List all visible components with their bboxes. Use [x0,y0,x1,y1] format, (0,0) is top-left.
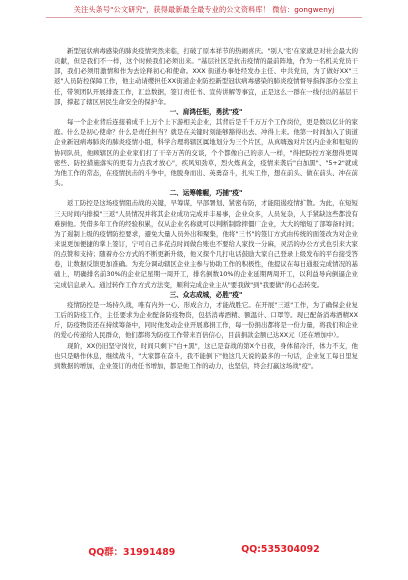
banner-divider [46,17,362,18]
banner-text: 关注头条号"公文研究"，获得最新最全最专业的公文资料库！ 微信：gongwenyj [73,5,335,14]
footer-contacts [0,544,408,558]
section-2-paragraph: 返工防控是这场疫情阻击战的关键，早筹谋，早部署划、紧密布防，才能阻遏疫情扩散。为此，在短短三天时间内排摸"三返"人员情况并将其企业成功完成并丰易事，企业众多，人员复杂，人手紧缺这些都没有难倒他。凭借多年工作的经验积累，仅从企业名称就可以判断制除摔僵厂企业，大大的缩短了部筹备时间；为了遏制上级的疫情防控要求，避免大量人员外出和聚集，他将"三书"的签订方式由传统的面签改为对企业来说更加便捷的掌上签订，宁可自己多花点时间做台账也不要给人家找一分麻，灵活的办公方式也引来大家的点赞和支持；随着办公方式的不断更新升级，他又探个几打电话鼓励大家自己登录上级发布的平台接受答卷，让数据反馈更加准确。为充分调动辖区企业主参与协助工作的积极性，他提议在每日通报完成情况的基础上，明确排名前30%的企业记星期一周开工，排名倒数10%的企业延期两周开工，以利益导向倒逼企业完成信息录入。通过转作工作方式方法变，顺利完成企业主从"要我做"到"我要做"的心态转变。 [54,199,358,289]
section-heading-3: 三、众志成城，必胜"疫" [169,290,243,299]
section-1-paragraph: 每一个企业背后连接着成千上万个上下游相关企业，其背后是千千万万个工作岗位，更是数以亿计的家庭。什么是初心使命？什么是责任担当？就是在关键时刻能够豁得出去、冲得上来。他第一时间加入了街道企业新冠病毒肺炎的肺炎疫情小组，科学合理将辖区属地划分为三个片区，从真嗨逸对片区内企业和租短的协同队员，他顾辖区的企业家们打了干辛万苦的交谈，个个都像自己的亲人一样，"得把防控方案想得更周密些、防控措施落实的更有力点我才放心"，疾风知劲草，烈火炼真金，疫情来袭后"白加黑"、"5+2"就成为他工作的常态，在疫情抗击的斗争中，他脱身而出、英勇奋斗，扎实工作，想在前头、做在前头、冲在前头。 [54,118,358,188]
section-3-paragraph: 疫情防控是一场持久战，唯有内外一心、形成合力，才能战胜它。在开展"三返"工作，为了确保企业复工后的防疫工作，主任要求为企业配备防疫物资，包括消毒酒精、额温计、口罩等。现已配备消毒酒精XX斤，防疫物资还在持续筹备中，同时他发动企业开展募捐工作，每一份捐出都将是一份力量，将我们和企业的爱心传递给人民群众，他们都将为防疫工作带来百倍信心，目前捐款金额已达XX元（还在增加中）。 [54,300,358,340]
document-body [54,46,358,371]
closing-paragraph: 现阶，XX仍旧坚守岗位，时间只剩下"白+黑"，这已是奋战的第X个日夜，身体留冷汗，体力不支，他也只是略作休息，继续战斗，"大家都在奋斗，我不能倒下"他这几天说的最多的一句话，企业复工每日里复到数据的增加，企业签订的责任书增加，都是他工作的动力，也坚信，终会打赢这场战"疫"。 [54,341,358,370]
header-banner [0,0,408,20]
section-heading-1: 一、肩鸿任钜，勇扰"疫" [169,107,243,116]
section-heading-2: 二、运筹帷幄，巧捕"疫" [169,189,243,198]
intro-paragraph: 新型冠状病毒感染的肺炎疫情突然来临，打破了原本祥节的热闹喜庆。"别人'宅'在家就是对社会最大的贡献，但是我们不一样，这个时候我们必须出来。"基层社区是抗击疫情的最前阵地，作为一名机关党员干部，我们必须用激情和作为去诠释初心和使命。XXX 街道办事处经发办主任、中共党员，为了做好XX"三返"人员防控保障工作，他主动请缨担任XX街道企业防控新型冠状病毒感染的肺炎疫情督导指挥部办公室主任，带领团队开展排查工作，汇总数据，签订责任书、宣传讲解等事宜，正是这么一群在一线付出的基层干部，撑起了辖区居民生命安全的保护伞。 [54,47,358,106]
qq-group-text: QQ群：31991489 [88,547,176,558]
qq-number-text: QQ:535304092 [241,544,320,555]
